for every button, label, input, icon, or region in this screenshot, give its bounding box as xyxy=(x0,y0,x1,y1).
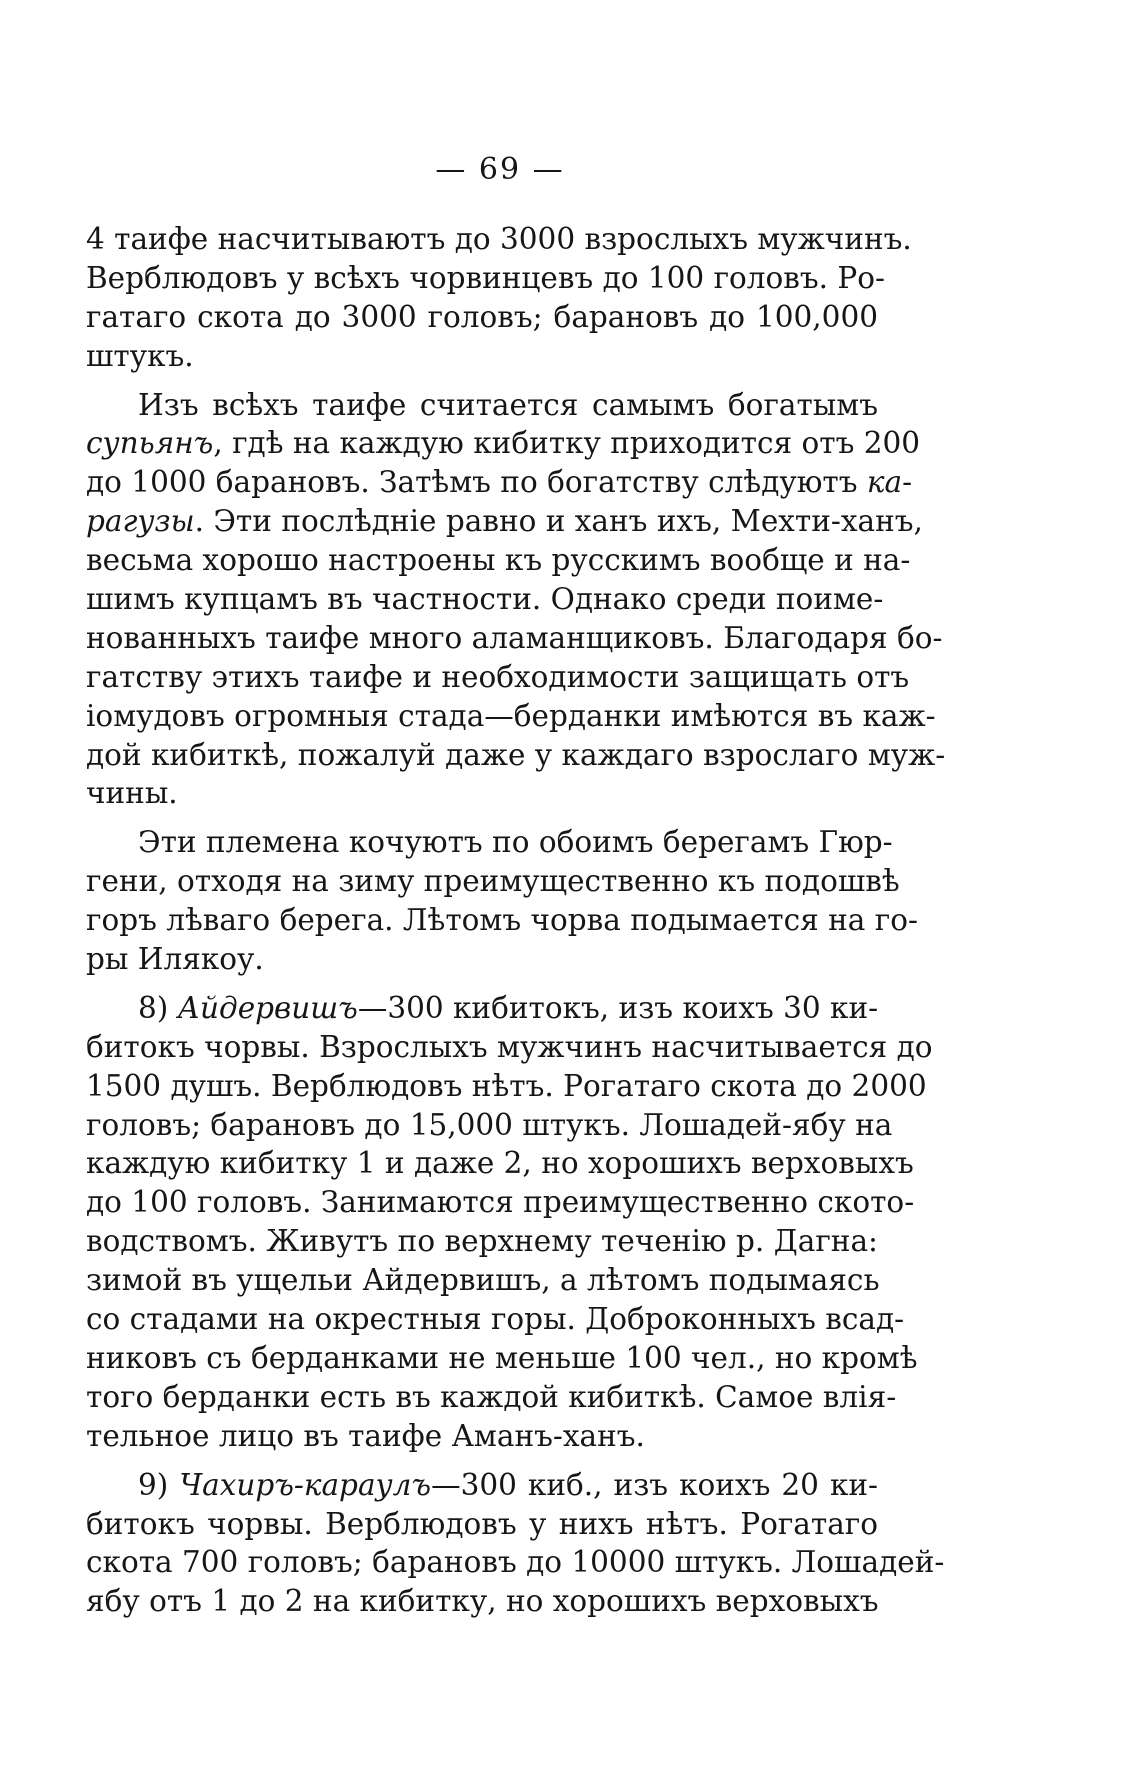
text-run: каждую кибитку 1 и даже 2, но хорошихъ верховыхъ xyxy=(86,1146,914,1181)
text-run: Эти племена кочуютъ по обоимъ берегамъ Гюр- xyxy=(138,825,893,860)
text-line xyxy=(86,697,936,736)
paragraph-gap xyxy=(86,979,878,989)
paragraph-gap xyxy=(86,376,878,386)
text-line xyxy=(86,1339,918,1378)
text-run: ры Илякоу. xyxy=(86,942,264,977)
text-line xyxy=(86,1067,927,1106)
text-run: 9) xyxy=(138,1467,180,1502)
text-run: іомудовъ огромныя стада—берданки имѣются въ каж- xyxy=(86,698,936,733)
text-run: никовъ съ берданками не меньше 100 чел., но кромѣ xyxy=(86,1340,918,1375)
text-line xyxy=(86,1300,905,1339)
text-run: Изъ всѣхъ таифе считается самымъ богатымъ xyxy=(138,387,878,422)
text-run: скота 700 головъ; барановъ до 10000 штукъ. Лошадей- xyxy=(86,1545,945,1580)
italic-name: ка- xyxy=(866,465,913,500)
text-run: до 1000 барановъ. Затѣмъ по богатству слѣдуютъ xyxy=(86,465,867,500)
text-line xyxy=(86,862,900,901)
paragraph xyxy=(86,220,912,376)
text-line xyxy=(86,1183,915,1222)
text-run: 8) xyxy=(138,990,178,1025)
page-number: — 69 — xyxy=(435,152,565,187)
body-text xyxy=(86,220,946,1621)
text-line xyxy=(86,901,918,940)
text-run: , гдѣ на каждую кибитку приходится отъ 200 xyxy=(213,426,921,461)
text-line xyxy=(86,1505,878,1544)
text-line xyxy=(86,1582,878,1621)
text-run: гатаго скота до 3000 головъ; барановъ до 100,000 xyxy=(86,299,878,334)
italic-name: рагузы xyxy=(86,504,195,539)
text-line xyxy=(86,424,921,463)
text-run: водствомъ. Живутъ по верхнему теченію р. Дагна: xyxy=(86,1224,878,1259)
text-run: шимъ купцамъ въ частности. Однако среди поиме- xyxy=(86,582,884,617)
text-run: Верблюдовъ у всѣхъ чорвинцевъ до 100 головъ. Ро- xyxy=(86,260,885,295)
text-line xyxy=(86,259,885,298)
text-line xyxy=(86,1261,878,1300)
text-run: зимой въ ущельи Айдервишъ, а лѣтомъ подымаясь xyxy=(86,1263,880,1298)
text-run: штукъ. xyxy=(86,338,194,373)
text-run: 1500 душъ. Верблюдовъ нѣтъ. Рогатаго скота до 2000 xyxy=(86,1068,927,1103)
text-line xyxy=(86,541,911,580)
text-line xyxy=(86,1222,878,1261)
text-run: . Эти послѣдніе равно и ханъ ихъ, Мехти-ханъ, xyxy=(194,504,923,539)
text-line xyxy=(86,1028,933,1067)
paragraph xyxy=(86,989,933,1456)
italic-name: Айдервишъ xyxy=(177,990,358,1025)
text-run: нованныхъ таифе много аламанщиковъ. Благодаря бо- xyxy=(86,620,943,655)
paragraph xyxy=(86,1466,945,1622)
text-run: весьма хорошо настроены къ русскимъ вообще и на- xyxy=(86,543,911,578)
text-run: битокъ чорвы. Верблюдовъ у нихъ нѣтъ. Рогатаго xyxy=(86,1506,878,1541)
text-run: битокъ чорвы. Взрослыхъ мужчинъ насчитывается до xyxy=(86,1029,933,1064)
text-line xyxy=(86,1417,878,1456)
text-run: 4 таифе насчитываютъ до 3000 взрослыхъ мужчинъ. xyxy=(86,222,912,256)
text-line xyxy=(86,580,884,619)
text-line xyxy=(86,463,913,502)
text-run: гени, отходя на зиму преимущественно къ подошвѣ xyxy=(86,864,900,899)
text-line xyxy=(86,298,878,337)
paragraph-gap xyxy=(86,813,878,823)
text-line xyxy=(86,1378,897,1417)
italic-name: Чахиръ-караулъ xyxy=(179,1467,432,1502)
text-run: горъ лѣваго берега. Лѣтомъ чорва подымается на го- xyxy=(86,903,918,938)
text-line xyxy=(86,823,893,862)
text-run: —300 киб., изъ коихъ 20 ки- xyxy=(431,1467,879,1502)
text-line xyxy=(86,1543,945,1582)
text-line xyxy=(86,736,946,775)
text-line xyxy=(86,1466,878,1505)
text-line xyxy=(86,989,878,1028)
italic-name: супьянъ xyxy=(86,426,214,461)
text-line xyxy=(86,220,912,259)
text-line xyxy=(86,619,943,658)
text-run: до 100 головъ. Занимаются преимущественно ското- xyxy=(86,1185,915,1220)
text-run: ябу отъ 1 до 2 на кибитку, но хорошихъ верховыхъ xyxy=(86,1584,879,1619)
paragraph xyxy=(86,386,946,814)
text-run: того берданки есть въ каждой кибиткѣ. Самое влія- xyxy=(86,1379,897,1414)
text-run: гатству этихъ таифе и необходимости защищать отъ xyxy=(86,659,910,694)
text-line xyxy=(86,337,878,376)
text-run: чины. xyxy=(86,776,178,811)
text-run: со стадами на окрестныя горы. Доброконныхъ всад- xyxy=(86,1302,905,1337)
text-run: дой кибиткѣ, пожалуй даже у каждаго взрослаго муж- xyxy=(86,737,946,772)
text-line xyxy=(86,774,878,813)
text-line xyxy=(86,1106,893,1145)
text-run: тельное лицо въ таифе Аманъ-ханъ. xyxy=(86,1418,645,1453)
text-line xyxy=(86,940,878,979)
text-run: головъ; барановъ до 15,000 штукъ. Лошадей-ябу на xyxy=(86,1107,893,1142)
paragraph-gap xyxy=(86,1456,878,1466)
text-line xyxy=(86,1144,914,1183)
text-line xyxy=(86,386,878,425)
text-line xyxy=(86,502,923,541)
paragraph xyxy=(86,823,918,979)
text-line xyxy=(86,658,910,697)
text-run: —300 кибитокъ, изъ коихъ 30 ки- xyxy=(357,990,879,1025)
